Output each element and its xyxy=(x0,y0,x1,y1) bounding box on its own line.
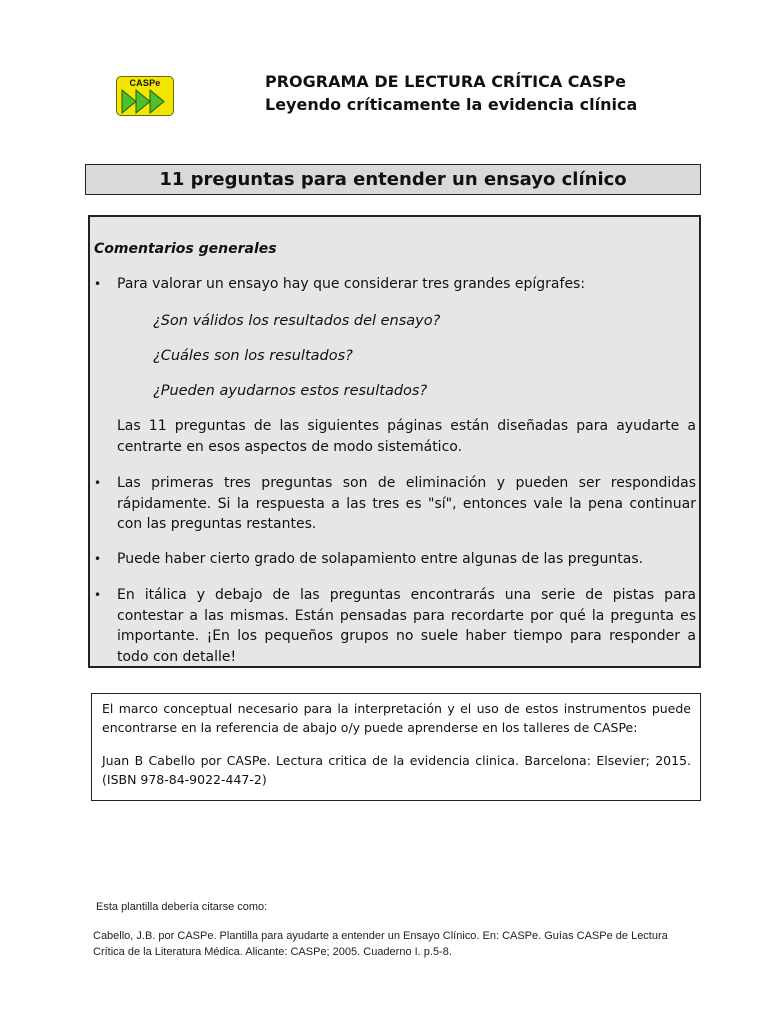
bullet-marker: • xyxy=(94,552,102,566)
logo-text: CASPe xyxy=(129,78,161,88)
citation-label: Esta plantilla debería citarse como: xyxy=(96,901,268,913)
bullet-text: Puede haber cierto grado de solapamiento entre algunas de las preguntas. xyxy=(117,551,644,567)
reference-box xyxy=(91,693,701,801)
bullet-text: En itálica y debajo de las preguntas encontrarás una serie de pistas para contestar a las mismas. Están pensadas para recordarte por qué la pregunta es importante. ¡En los pequeños grupos no suele haber tiempo para responder a todo con detalle! xyxy=(117,587,696,665)
bullet-text: Las primeras tres preguntas son de eliminación y pueden ser respondidas rápidamente. Si la respuesta a las tres es "sí", entonces vale la pena continuar con las preguntas restantes. xyxy=(117,475,696,532)
reference-citation: Juan B Cabello por CASPe. Lectura critica de la evidencia clinica. Barcelona: Elsevier; 2015. (ISBN 978-84-9022-447-2) xyxy=(102,753,691,787)
bullet-marker: • xyxy=(94,277,102,291)
question-item: ¿Son válidos los resultados del ensayo? xyxy=(153,313,441,329)
program-subtitle: Leyendo críticamente la evidencia clínica xyxy=(265,95,638,114)
citation-text: Cabello, J.B. por CASPe. Plantilla para ayudarte a entender un Ensayo Clínico. En: CASPe. Guías CASPe de Lectura Crítica de la Literatura Médica. Alicante: CASPe; 2005. Cuaderno I. p.5-8. xyxy=(93,930,668,958)
green-arrows-icon xyxy=(121,89,171,114)
bullet-marker: • xyxy=(94,476,102,490)
caspe-logo xyxy=(116,76,174,116)
reference-intro: El marco conceptual necesario para la interpretación y el uso de estos instrumentos puede encontrarse en la referencia de abajo o/y puede aprenderse en los talleres de CASPe: xyxy=(102,701,691,735)
program-title: PROGRAMA DE LECTURA CRÍTICA CASPe xyxy=(265,72,626,91)
description-paragraph: Las 11 preguntas de las siguientes páginas están diseñadas para ayudarte a centrarte en esos aspectos de modo sistemático. xyxy=(117,418,696,455)
bullet-marker: • xyxy=(94,588,102,602)
document-title: 11 preguntas para entender un ensayo clínico xyxy=(85,164,701,195)
question-item: ¿Pueden ayudarnos estos resultados? xyxy=(153,383,428,399)
general-comments-heading: Comentarios generales xyxy=(94,241,277,257)
general-comments-box xyxy=(88,215,701,668)
question-item: ¿Cuáles son los resultados? xyxy=(153,348,353,364)
bullet-text: Para valorar un ensayo hay que considerar tres grandes epígrafes: xyxy=(117,276,586,292)
